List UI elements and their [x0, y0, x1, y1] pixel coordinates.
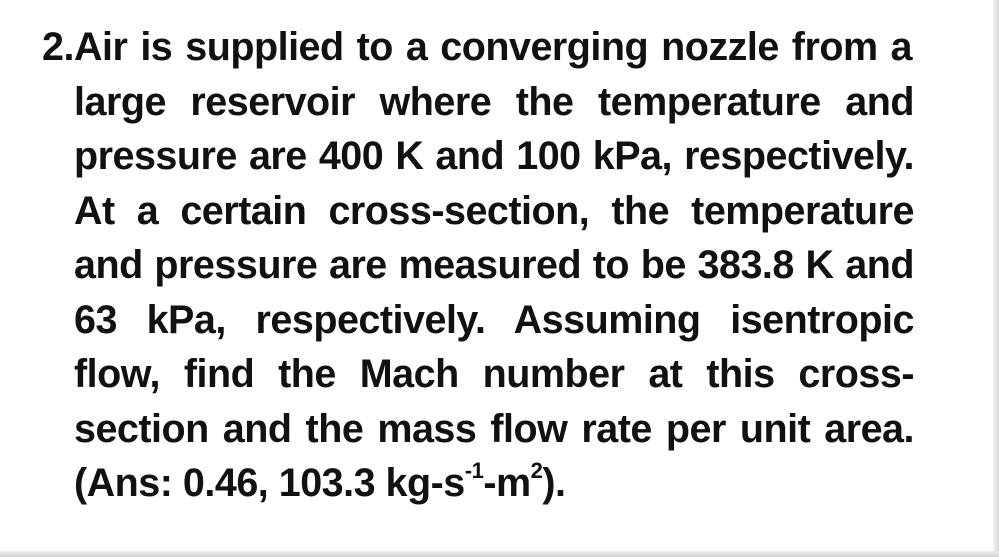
- problem-text-line: flow, find the Mach number at this cross-: [74, 352, 914, 396]
- problem-text-line: and pressure are measured to be 383.8 K and: [74, 243, 914, 287]
- problem-text-line: 63 kPa, respectively. Assuming isentropic: [74, 297, 914, 342]
- answer-prefix: (Ans: 0.46, 103.3 kg-s: [74, 461, 465, 505]
- problem-text-line: At a certain cross-section, the temperature: [74, 188, 914, 233]
- frame-edge-right: [993, 0, 999, 557]
- frame-edge-bottom: [0, 551, 999, 557]
- answer-exponent-1: -1: [464, 457, 484, 483]
- problem-text-line: pressure are 400 K and 100 kPa, respectively.: [74, 134, 914, 178]
- problem-text-line: section and the mass flow rate per unit area.: [74, 406, 914, 451]
- answer-mid: -m: [483, 461, 531, 505]
- problem-number: 2.: [42, 25, 74, 69]
- problem-text-line: large reservoir where the temperature and: [74, 79, 914, 124]
- problem-text-line: Air is supplied to a converging nozzle from a: [74, 25, 912, 69]
- answer-line: [42, 456, 914, 511]
- answer-exponent-2: 2: [530, 457, 543, 483]
- problem-statement: [42, 20, 914, 511]
- problem-line-1: [42, 20, 914, 75]
- answer-suffix: ).: [542, 461, 566, 505]
